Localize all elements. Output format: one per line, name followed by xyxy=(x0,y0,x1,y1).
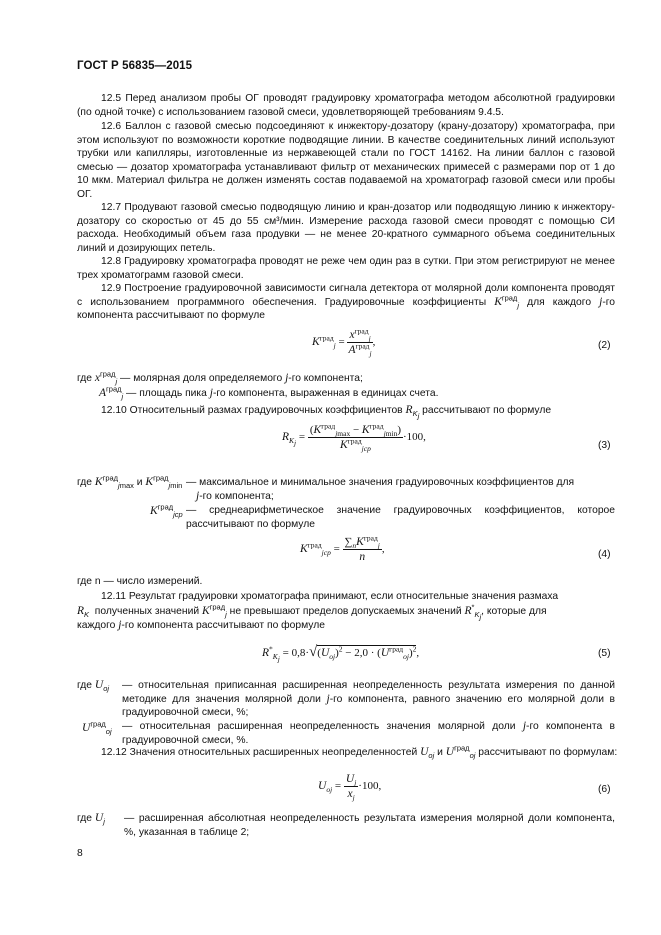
definition-u-j: где $U_j$ xyxy=(77,812,105,827)
equation-number-6: (6) xyxy=(598,784,611,795)
paragraph-12-6: 12.6 Баллон с газовой смесью подсоединяют к инжектору-дозатору (крану-дозатору) хроматографа, при этом используют по возможности короткие подводящие линии. В качестве соединительных линий используют трубки или капилляры, изготовленные из нержавеющей стали по ГОСТ 14162. На линии баллон с газовой смесью — дозатор хроматографа устанавливают фильтр от механических примесей с размерами пор от 1 до 10 мкм. Материал фильтра не должен изменять состав подаваемой на хроматограф газовой смеси или пробы ОГ. xyxy=(77,121,615,200)
definition-u-grad-text: — относительная расширенная неопределенность значения молярной доли j-го компонента в градуировочной смеси, %. xyxy=(122,720,615,746)
definition-u-oj: где $U_{oj}$ xyxy=(77,679,110,694)
definition-k-jcp: $K^{град}_{jср}$ xyxy=(150,502,183,520)
paragraph-12-5: 12.5 Перед анализом пробы ОГ проводят градуировку хроматографа методом абсолютной градуировки (по одной точке) с использованием газовой смеси, удовлетворяющей требованиям 9.4.5. xyxy=(77,93,615,118)
definition-a: $A^{град}_j$ — площадь пика j-го компонента, выраженная в единицах счета. xyxy=(99,384,439,402)
equation-number-2: (2) xyxy=(598,340,611,351)
paragraph-12-8: 12.8 Градуировку хроматографа проводят не реже чем один раз в сутки. При этом регистрируют не менее трех хроматограмм газовой смеси. xyxy=(77,256,615,281)
paragraph-12-9: 12.9 Построение градуировочной зависимости сигнала детектора от молярной доли компонента проводят с использованием программного обеспечения. Градуировочные коэффициенты $K^{град}_j$ для каждого j-го компонента рассчитывают по формуле xyxy=(77,283,615,322)
definition-u-grad: $U^{град}_{oj}$ xyxy=(82,719,112,737)
equation-6: $U_{oj}$ = $\frac{U_j}{x_j}$ ·100, xyxy=(318,773,382,803)
equation-number-3: (3) xyxy=(598,440,611,451)
definition-u-oj-text: — относительная приписанная расширенная неопределенность результата измерения по данной методике для значения молярной доли j-го компонента, равного значению его молярной доли в градуировочной смеси, %; xyxy=(122,680,615,719)
paragraph-12-12-line-1: 12.12 Значения относительных расширенных неопределенностей $U_{oj}$ и $U^{град}_{oj}$ рассчитывают по формулам: xyxy=(101,743,618,761)
equation-2: $K^{град}_j$ = $\frac{x^{град}_j}{A^{град}_j}$ , xyxy=(312,326,376,359)
paragraph-12-10: 12.10 Относительный размах градуировочных коэффициентов $R_{K_j}$ рассчитывают по формуле xyxy=(101,404,552,421)
definition-u-j-text: — расширенная абсолютная неопределенность результата измерения молярной доли компонента, %, указанная в таблице 2; xyxy=(124,813,615,838)
definition-x: где $x^{град}_j$ — молярная доля определяемого j-го компонента; xyxy=(77,369,363,387)
document-header: ГОСТ Р 56835—2015 xyxy=(77,60,193,72)
equation-number-5: (5) xyxy=(598,648,611,659)
equation-3: $R_{K_j}$ = $\frac{(K^{град}_{jmax} - K^{град}_{jmin})}{K^{град}_{jср}}$ ·100, xyxy=(282,421,426,454)
symbol-k: K xyxy=(494,295,502,308)
definition-k-max-min-text-2: j-го компонента; xyxy=(196,490,274,502)
page-number: 8 xyxy=(77,848,83,859)
definition-n: где n — число измерений. xyxy=(77,576,203,587)
paragraph-12-11-line-2: $R_K$ полученных значений $K^{град}_j$ не превышают пределов допускаемых значений $R^*_{K_j}$, которые для xyxy=(77,602,547,622)
definition-k-jcp-text: — среднеарифметическое значение градуировочных коэффициентов, которое рассчитывают по формуле xyxy=(186,505,615,530)
paragraph-12-7: 12.7 Продувают газовой смесью подводящую линию и кран-дозатор или подводящую линию к инжектору-дозатору со скоростью от 45 до 55 см³/мин. Измерение расхода газовой смеси проводят с помощью СИ расхода. Необходимый объем газа продувки — не менее 20-кратного суммарного объема соединительных линий и дозирующих петель. xyxy=(77,202,615,254)
equation-5: $R^*_{K_j} = 0,8\cdot√(U_{oj})^2 - 2,0 \cdot (U^{град}_{oj})^2$, xyxy=(262,644,420,664)
paragraph-12-11-line-1: 12.11 Результат градуировки хроматографа принимают, если относительные значения размаха xyxy=(101,591,559,602)
definition-k-max-min: где $K^{град}_{jmax}$ и $K^{град}_{jmin}$ xyxy=(77,473,183,491)
equation-number-4: (4) xyxy=(598,549,611,560)
equation-4: $K^{град}_{jср}$ = $\frac{\sum_nK^{град}_j}{n}$ , xyxy=(300,533,385,563)
definition-k-max-min-text: — максимальное и минимальное значения градуировочных коэффициентов для xyxy=(186,477,575,488)
paragraph-12-11-line-3: каждого j-го компонента рассчитывают по формуле xyxy=(77,619,325,631)
